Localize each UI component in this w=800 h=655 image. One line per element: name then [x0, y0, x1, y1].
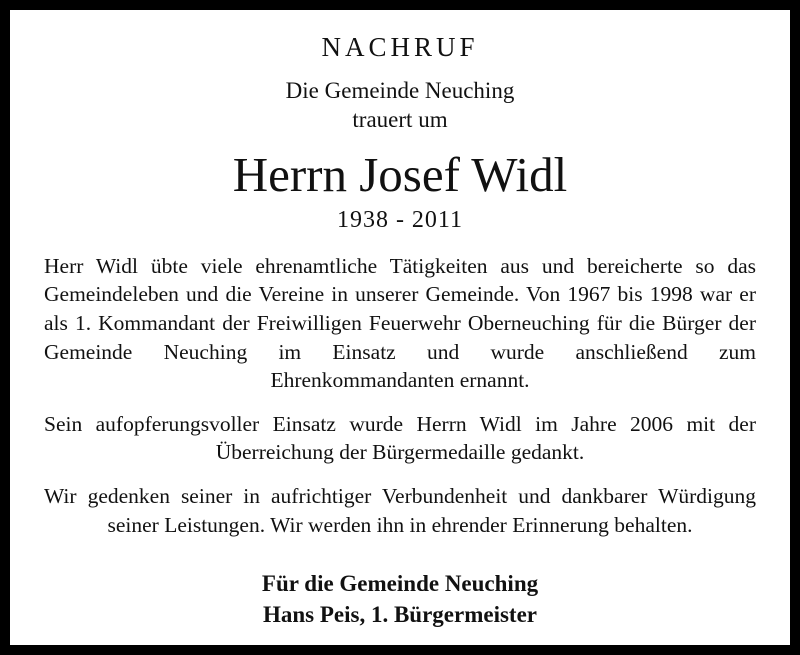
notice-heading: NACHRUF — [321, 32, 479, 62]
tribute-paragraph-1: Herr Widl übte viele ehrenamtliche Tätigkeiten aus und bereicherte so das Gemeindeleben und die Vereine in unserer Gemeinde. Von 1967 bis 1998 war er als 1. Kommandant der Freiwilligen Feuerwehr Oberneuching für die Bürger der Gemeinde Neuching im Einsatz und wurde anschließend zum Ehrenkommandanten ernannt. — [44, 253, 756, 393]
mourns-line: trauert um — [352, 106, 448, 132]
signature-person: Hans Peis, 1. Bürgermeister — [262, 602, 538, 628]
deceased-name: Herrn Josef Widl — [232, 146, 568, 202]
tribute-paragraph-3: Wir gedenken seiner in aufrichtiger Verbundenheit und dankbarer Würdigung seiner Leistungen. Wir werden ihn in ehrender Erinnerung behalten. — [44, 484, 756, 537]
life-dates: 1938 - 2011 — [336, 206, 464, 233]
signature-organization: Für die Gemeinde Neuching — [261, 571, 539, 597]
tribute-paragraph-2: Sein aufopferungsvoller Einsatz wurde Herrn Widl im Jahre 2006 mit der Überreichung der Bürgermedaille gedankt. — [44, 411, 756, 465]
signature-block — [262, 568, 538, 630]
community-line: Die Gemeinde Neuching — [285, 78, 515, 103]
